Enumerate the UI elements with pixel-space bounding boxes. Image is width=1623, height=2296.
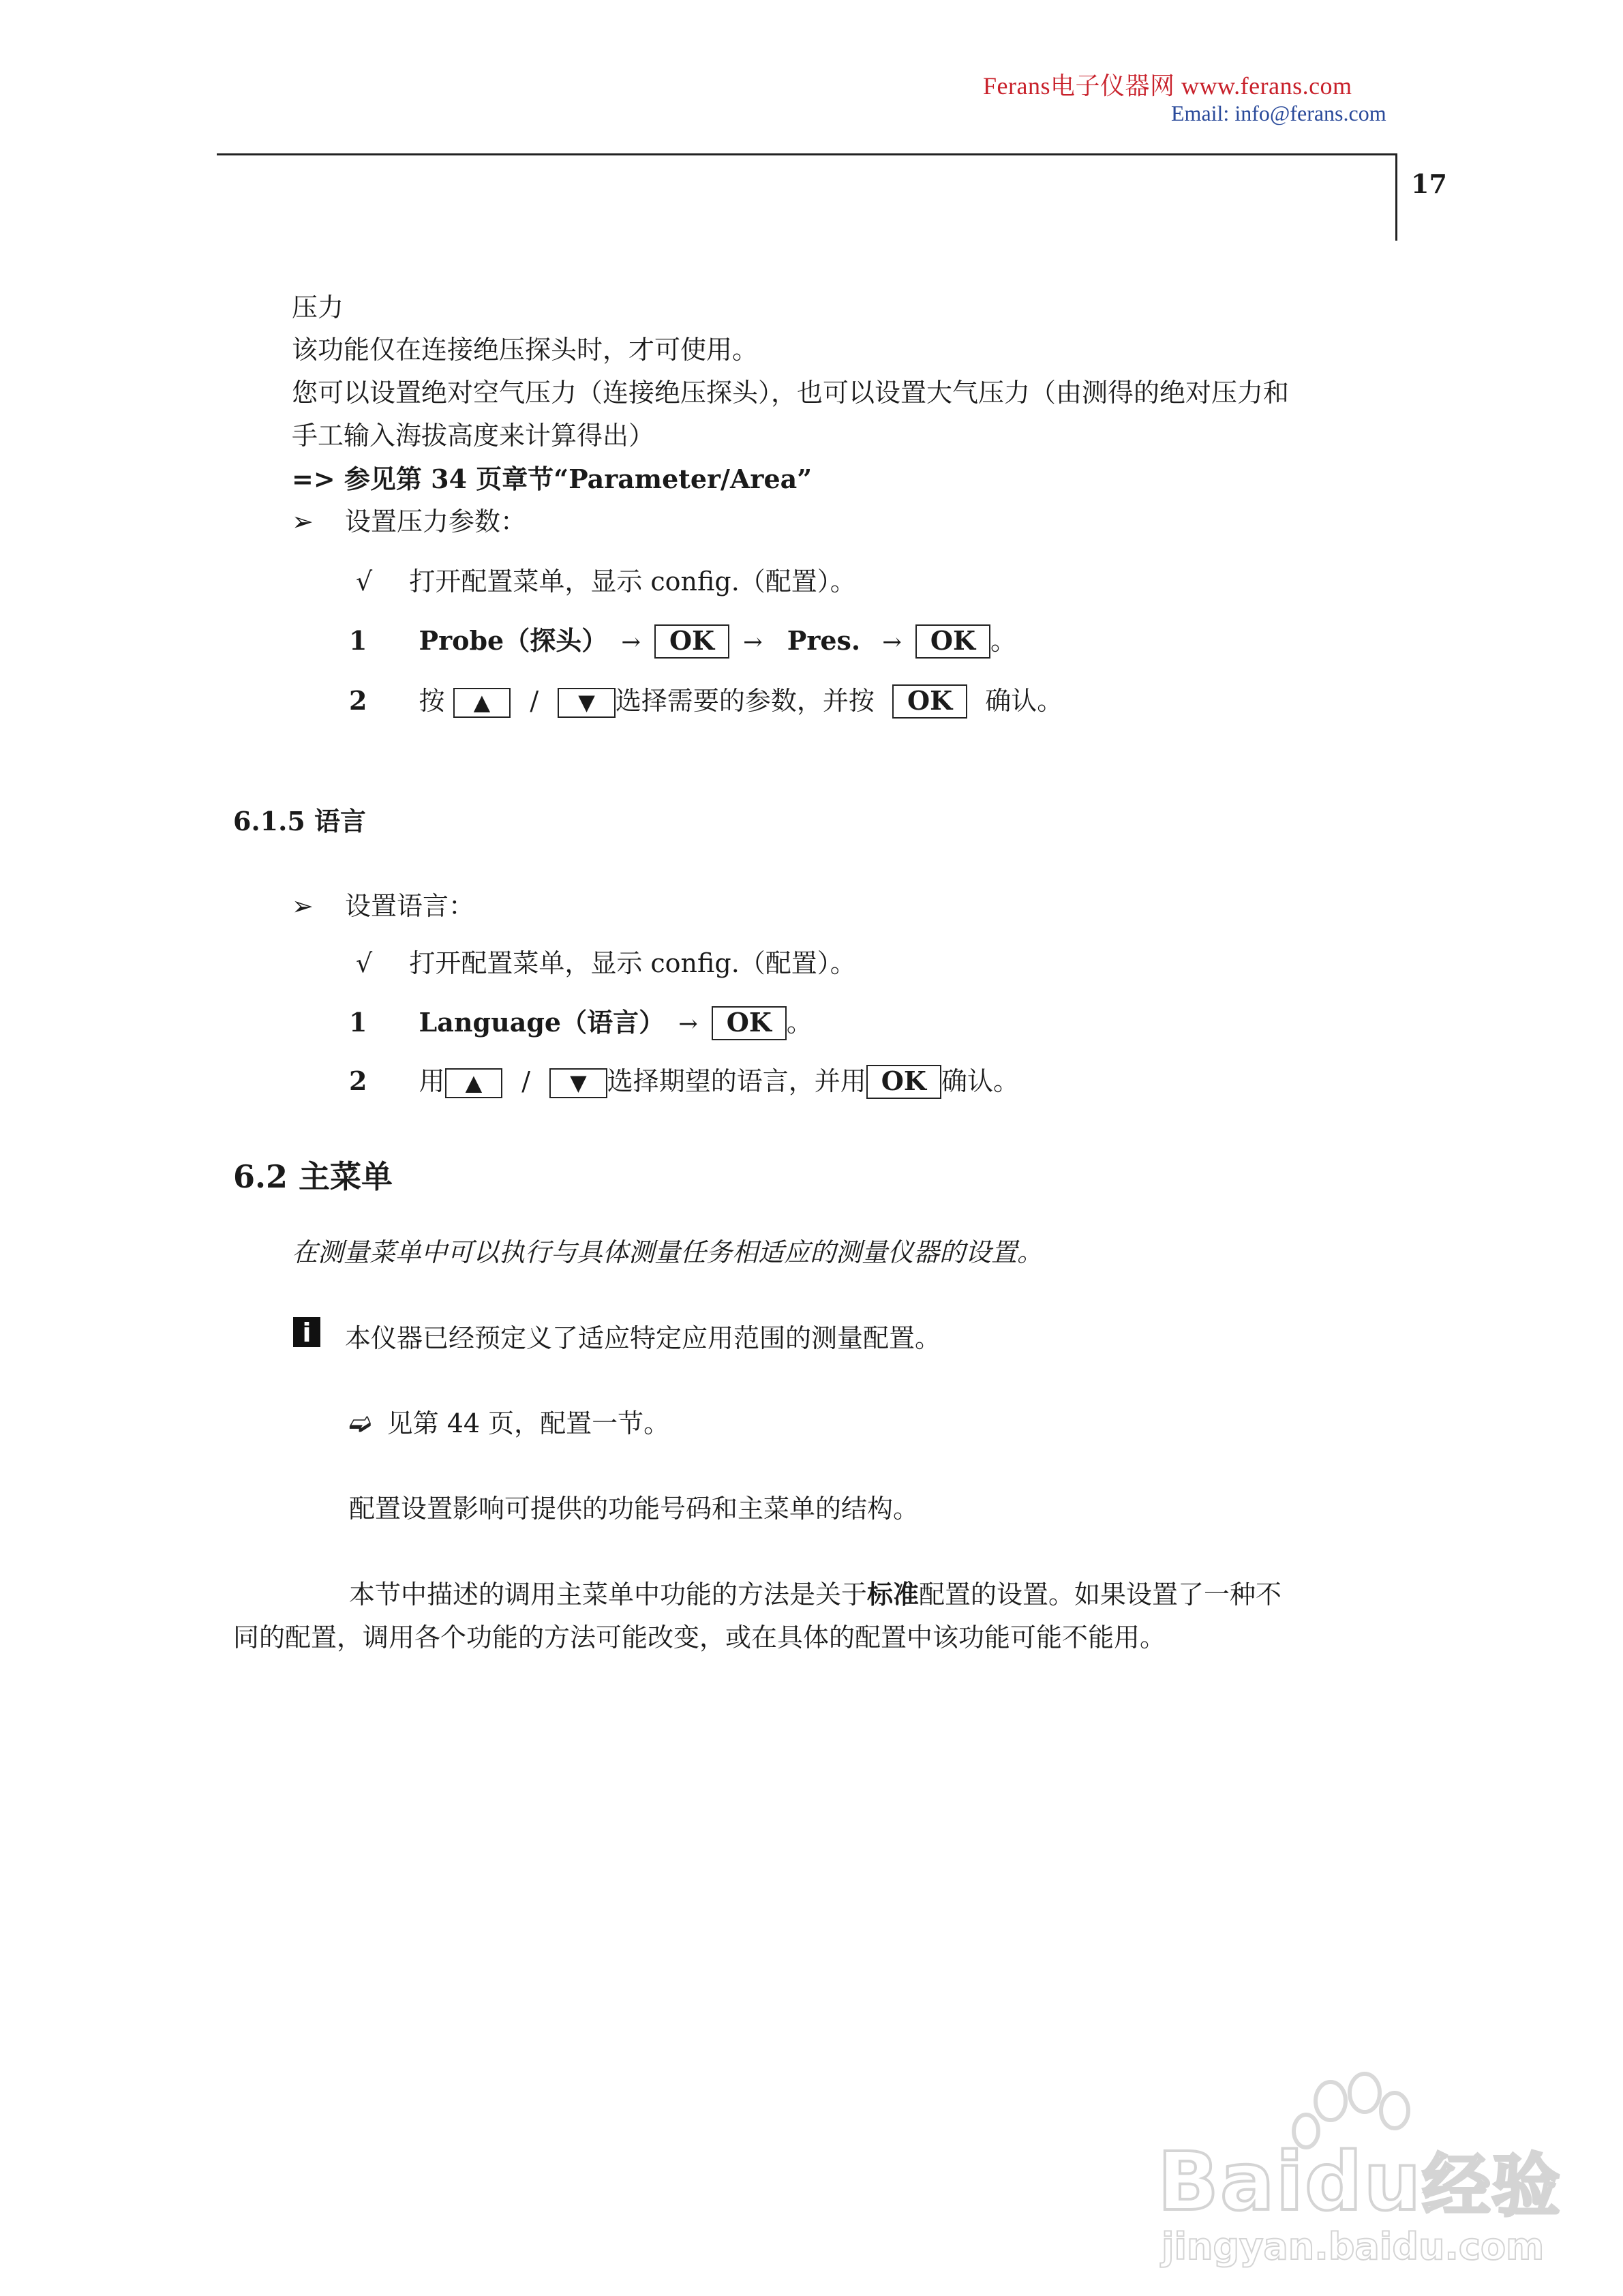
watermark-brand: Bai [1157, 2134, 1305, 2229]
bullet-icon: ➢ [292, 507, 314, 537]
step-number: 2 [349, 685, 367, 716]
pressure-line2: 您可以设置绝对空气压力（连接绝压探头），也可以设置大气压力（由测得的绝对压力和 [292, 378, 1290, 408]
pressure-step2-row [349, 684, 1063, 719]
pressure-step2-press: 按 [419, 686, 445, 716]
bullet-icon: ➢ [292, 891, 314, 921]
period: 。 [990, 626, 1017, 656]
page-number: 17 [1411, 168, 1447, 199]
down-arrow-key: ▼ [549, 1068, 607, 1098]
para2-text-a: 本节中描述的调用主菜单中功能的方法是关于 [349, 1580, 868, 1610]
ok-key: OK [654, 624, 729, 659]
watermark-suffix: 经验 [1422, 2146, 1562, 2226]
language-heading-text: 6.1.5 语言 [233, 806, 367, 836]
baidu-jingyan-watermark [1152, 2066, 1562, 2270]
arrow-right-icon: → [882, 629, 902, 656]
up-arrow-key: ▲ [453, 688, 511, 718]
arrow-right-icon: → [621, 629, 641, 656]
main-menu-see-row [349, 1410, 669, 1437]
pressure-step1-probe: Probe（探头） [419, 625, 608, 656]
main-menu-heading: 6.2 主菜单 [233, 1158, 393, 1195]
step-number: 1 [349, 1007, 367, 1038]
pressure-step2-confirm: 确认。 [985, 686, 1063, 716]
pressure-step1-row [349, 624, 1016, 659]
watermark-brand-du: du [1305, 2134, 1423, 2229]
main-menu-see: 见第 44 页，配置一节。 [386, 1408, 670, 1438]
pressure-line1: 该功能仅在连接绝压探头时，才可使用。 [292, 335, 759, 365]
header-rule-vertical [1395, 153, 1397, 241]
language-step2-use: 用 [419, 1066, 445, 1096]
ok-key: OK [866, 1065, 941, 1099]
slash: / [530, 686, 539, 716]
down-arrow-key: ▼ [558, 688, 616, 718]
language-step2-row [349, 1065, 1019, 1099]
up-arrow-key: ▲ [445, 1068, 503, 1098]
language-step0: 打开配置菜单，显示 config.（配置）。 [409, 948, 856, 978]
pointing-hand-icon: ➫ [349, 1408, 372, 1439]
language-heading [233, 806, 367, 836]
header-email: Email: info@ferans.com [1171, 101, 1386, 125]
info-icon: i [293, 1317, 320, 1347]
period: 。 [786, 1008, 813, 1038]
step-number: 1 [349, 625, 367, 656]
pressure-bullet-text: 设置压力参数： [344, 507, 526, 537]
arrow-right-icon: → [678, 1010, 698, 1038]
language-step1-row [349, 1006, 813, 1040]
para2-text-b: 配置的设置。如果设置了一种不 [919, 1580, 1282, 1610]
pressure-reference: => 参见第 34 页章节“Parameter/Area” [292, 464, 813, 494]
step-number: 2 [349, 1066, 367, 1096]
pressure-title: 压力 [292, 292, 344, 322]
pressure-step1-pres: Pres. [787, 625, 861, 656]
para2-bold-standard: 标准 [867, 1579, 920, 1610]
watermark-url: jingyan.baidu.com [1162, 2225, 1545, 2268]
check-icon: √ [356, 567, 373, 596]
header-rule [217, 153, 1396, 155]
ok-key: OK [892, 684, 967, 719]
check-icon: √ [356, 948, 373, 978]
main-menu-para2-line1 [349, 1579, 1282, 1610]
pressure-step0: 打开配置菜单，显示 config.（配置）。 [409, 567, 856, 596]
language-step1-text: Language（语言） [419, 1007, 665, 1038]
main-menu-para1: 配置设置影响可提供的功能号码和主菜单的结构。 [349, 1494, 920, 1524]
slash: / [521, 1066, 531, 1096]
ok-key: OK [915, 624, 990, 659]
header-site: Ferans电子仪器网 www.ferans.com [983, 72, 1352, 100]
pressure-line3: 手工输入海拔高度来计算得出） [292, 421, 655, 451]
pressure-step2-select: 选择需要的参数，并按 [615, 686, 875, 716]
pressure-bullet-row [292, 507, 526, 537]
language-step2-confirm: 确认。 [941, 1066, 1019, 1096]
main-menu-intro: 在测量菜单中可以执行与具体测量任务相适应的测量仪器的设置。 [292, 1237, 1044, 1267]
language-check-row [356, 950, 856, 976]
main-menu-para2-line2: 同的配置，调用各个功能的方法可能改变，或在具体的配置中该功能可能不能用。 [233, 1622, 1166, 1652]
language-step2-select: 选择期望的语言，并用 [607, 1066, 866, 1096]
main-menu-info: 本仪器已经预定义了适应特定应用范围的测量配置。 [345, 1323, 941, 1353]
arrow-right-icon: → [743, 629, 763, 656]
language-bullet-row [292, 893, 474, 919]
pressure-check-row [356, 569, 856, 594]
ok-key: OK [712, 1006, 787, 1040]
language-bullet-text: 设置语言： [344, 891, 474, 921]
